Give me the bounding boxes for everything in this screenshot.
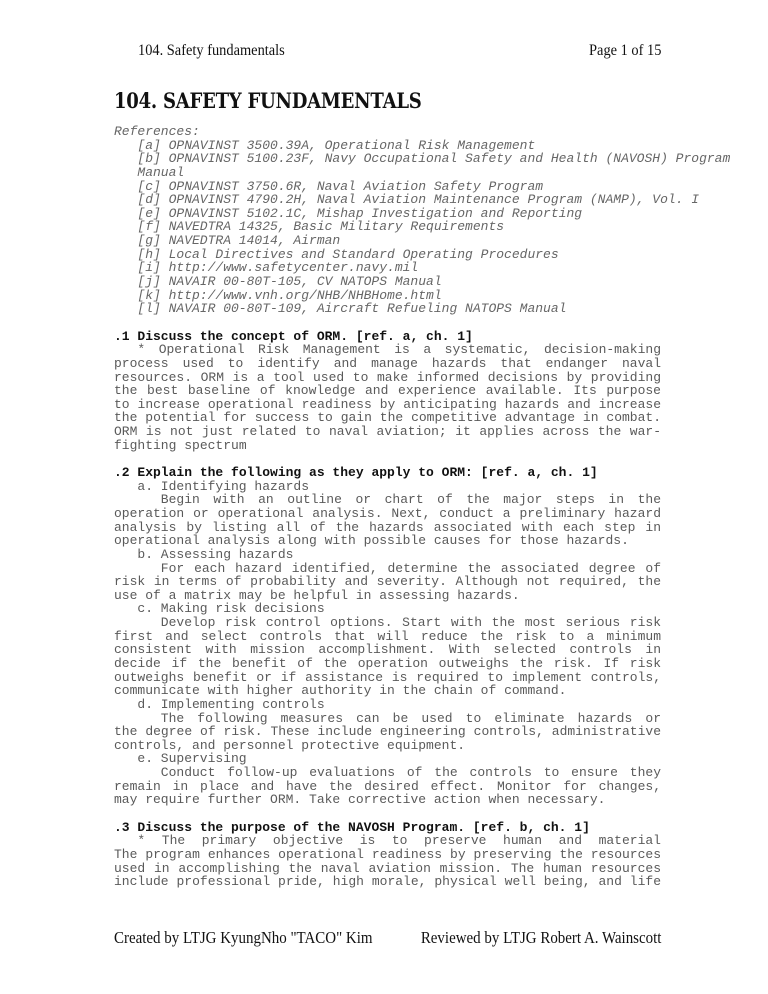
paragraph-line: outweighs benefit or if assistance is required to implement controls, — [114, 670, 661, 685]
paragraph-line: to increase operational readiness by anticipating hazards and increase — [114, 397, 661, 412]
page-number: Page 1 of 15 — [588, 42, 661, 59]
paragraph-line: operational analysis along with possible causes for those hazards. — [114, 533, 629, 549]
paragraph-line: controls, and personnel protective equipment. — [114, 737, 466, 753]
references-list — [114, 137, 731, 317]
spacer — [114, 316, 661, 330]
paragraph-line: * The primary objective is to preserve human and material — [137, 834, 661, 848]
paragraph-line: operation or operational analysis. Next, conduct a preliminary hazard — [114, 506, 661, 521]
reference-item: [h] Local Directives and Standard Operating Procedures — [137, 246, 559, 262]
paragraph-line: process used to identify and manage hazards that endanger naval — [114, 356, 661, 371]
reference-item: [e] OPNAVINST 5102.1C, Mishap Investigation and Reporting — [137, 205, 583, 221]
paragraph-line: The following measures can be used to eliminate hazards or — [160, 711, 661, 726]
paragraph-line: resources. ORM is a tool used to make informed decisions by providing — [114, 370, 661, 385]
reference-item: Manual — [137, 164, 185, 180]
paragraph-line: analysis by listing all of the hazards associated with each step in — [114, 520, 661, 535]
paragraph-line: For each hazard identified, determine the associated degree of — [160, 561, 661, 576]
paragraph-line: The program enhances operational readiness by preserving the resources — [114, 847, 661, 862]
paragraph-line: * Operational Risk Management is a systematic, decision-making — [137, 343, 661, 357]
paragraph-line: include professional pride, high morale, physical well being, and life — [114, 875, 661, 889]
paragraph-line: the best baseline of knowledge and experience available. Its purpose — [114, 384, 661, 398]
references-label: References: — [114, 124, 200, 139]
footer-author: Created by LTJG KyungNho "TACO" Kim — [114, 928, 373, 947]
subheading: d. Implementing controls — [137, 696, 325, 712]
paragraph-line: decide if the benefit of the operation outweighs the risk. If risk — [114, 656, 661, 671]
paragraph-line: communicate with higher authority in the chain of command. — [114, 683, 567, 699]
paragraph-line: ORM is not just related to naval aviation; it applies across the war- — [114, 425, 661, 439]
paragraph-line: use of a matrix may be helpful in assessing hazards. — [114, 587, 520, 603]
paragraph-line: used in accomplishing the naval aviation mission. The human resources — [114, 861, 661, 876]
paragraph-line: remain in place and have the desired effect. Monitor for changes, — [114, 779, 661, 794]
paragraph-line: Develop risk control options. Start with the most serious risk — [160, 616, 661, 630]
subheading: a. Identifying hazards — [137, 478, 310, 494]
paragraph-line: the potential for success to gain the competitive advantage in combat. — [114, 411, 661, 426]
paragraph-line: first and select controls that will reduce the risk to a minimum — [114, 629, 661, 644]
reference-item: [d] OPNAVINST 4790.2H, Naval Aviation Maintenance Program (NAMP), Vol. I — [137, 192, 700, 208]
reference-item: [j] NAVAIR 00-80T-105, CV NATOPS Manual — [137, 274, 442, 290]
spacer — [114, 807, 661, 821]
sections — [114, 316, 661, 889]
reference-item: [a] OPNAVINST 3500.39A, Operational Risk Management — [137, 137, 536, 153]
paragraph-line: risk in terms of probability and severity. Although not required, the — [114, 575, 661, 589]
subheading: b. Assessing hazards — [137, 546, 294, 562]
paragraph-line: Conduct follow-up evaluations of the controls to ensure they — [160, 766, 661, 780]
footer-reviewer: Reviewed by LTJG Robert A. Wainscott — [420, 928, 661, 947]
paragraph-line: Begin with an outline or chart of the major steps in the — [160, 493, 661, 507]
subheading: c. Making risk decisions — [137, 601, 325, 617]
paragraph-line: may require further ORM. Take corrective action when necessary. — [114, 792, 606, 808]
paragraph-line: fighting spectrum — [114, 437, 247, 453]
paragraph-line: consistent with mission accomplishment. With selected controls in — [114, 643, 661, 657]
section-heading: .3 Discuss the purpose of the NAVOSH Program. [ref. b, ch. 1] — [114, 819, 590, 835]
section — [114, 466, 661, 807]
running-header-title: 104. Safety fundamentals — [138, 42, 285, 59]
section — [114, 821, 661, 889]
document-body — [114, 124, 731, 889]
section — [114, 330, 661, 453]
reference-item: [f] NAVEDTRA 14325, Basic Military Requirements — [137, 219, 505, 235]
reference-item: [k] http://www.vnh.org/NHB/NHBHome.html — [137, 287, 442, 303]
page-title: 104. SAFETY FUNDAMENTALS — [114, 88, 422, 113]
reference-item: [c] OPNAVINST 3750.6R, Naval Aviation Safety Program — [137, 178, 544, 194]
reference-item: [g] NAVEDTRA 14014, Airman — [137, 233, 341, 249]
reference-item: [l] NAVAIR 00-80T-109, Aircraft Refueling NATOPS Manual — [137, 301, 567, 317]
section-heading: .2 Explain the following as they apply to ORM: [ref. a, ch. 1] — [114, 465, 598, 481]
reference-item: [b] OPNAVINST 5100.23F, Navy Occupational Safety and Health (NAVOSH) Program — [137, 151, 731, 167]
spacer — [114, 452, 661, 466]
section-heading: .1 Discuss the concept of ORM. [ref. a, ch. 1] — [114, 328, 473, 344]
paragraph-line: the degree of risk. These include engineering controls, administrative — [114, 725, 661, 739]
reference-item: [i] http://www.safetycenter.navy.mil — [137, 260, 419, 276]
subheading: e. Supervising — [137, 751, 247, 767]
